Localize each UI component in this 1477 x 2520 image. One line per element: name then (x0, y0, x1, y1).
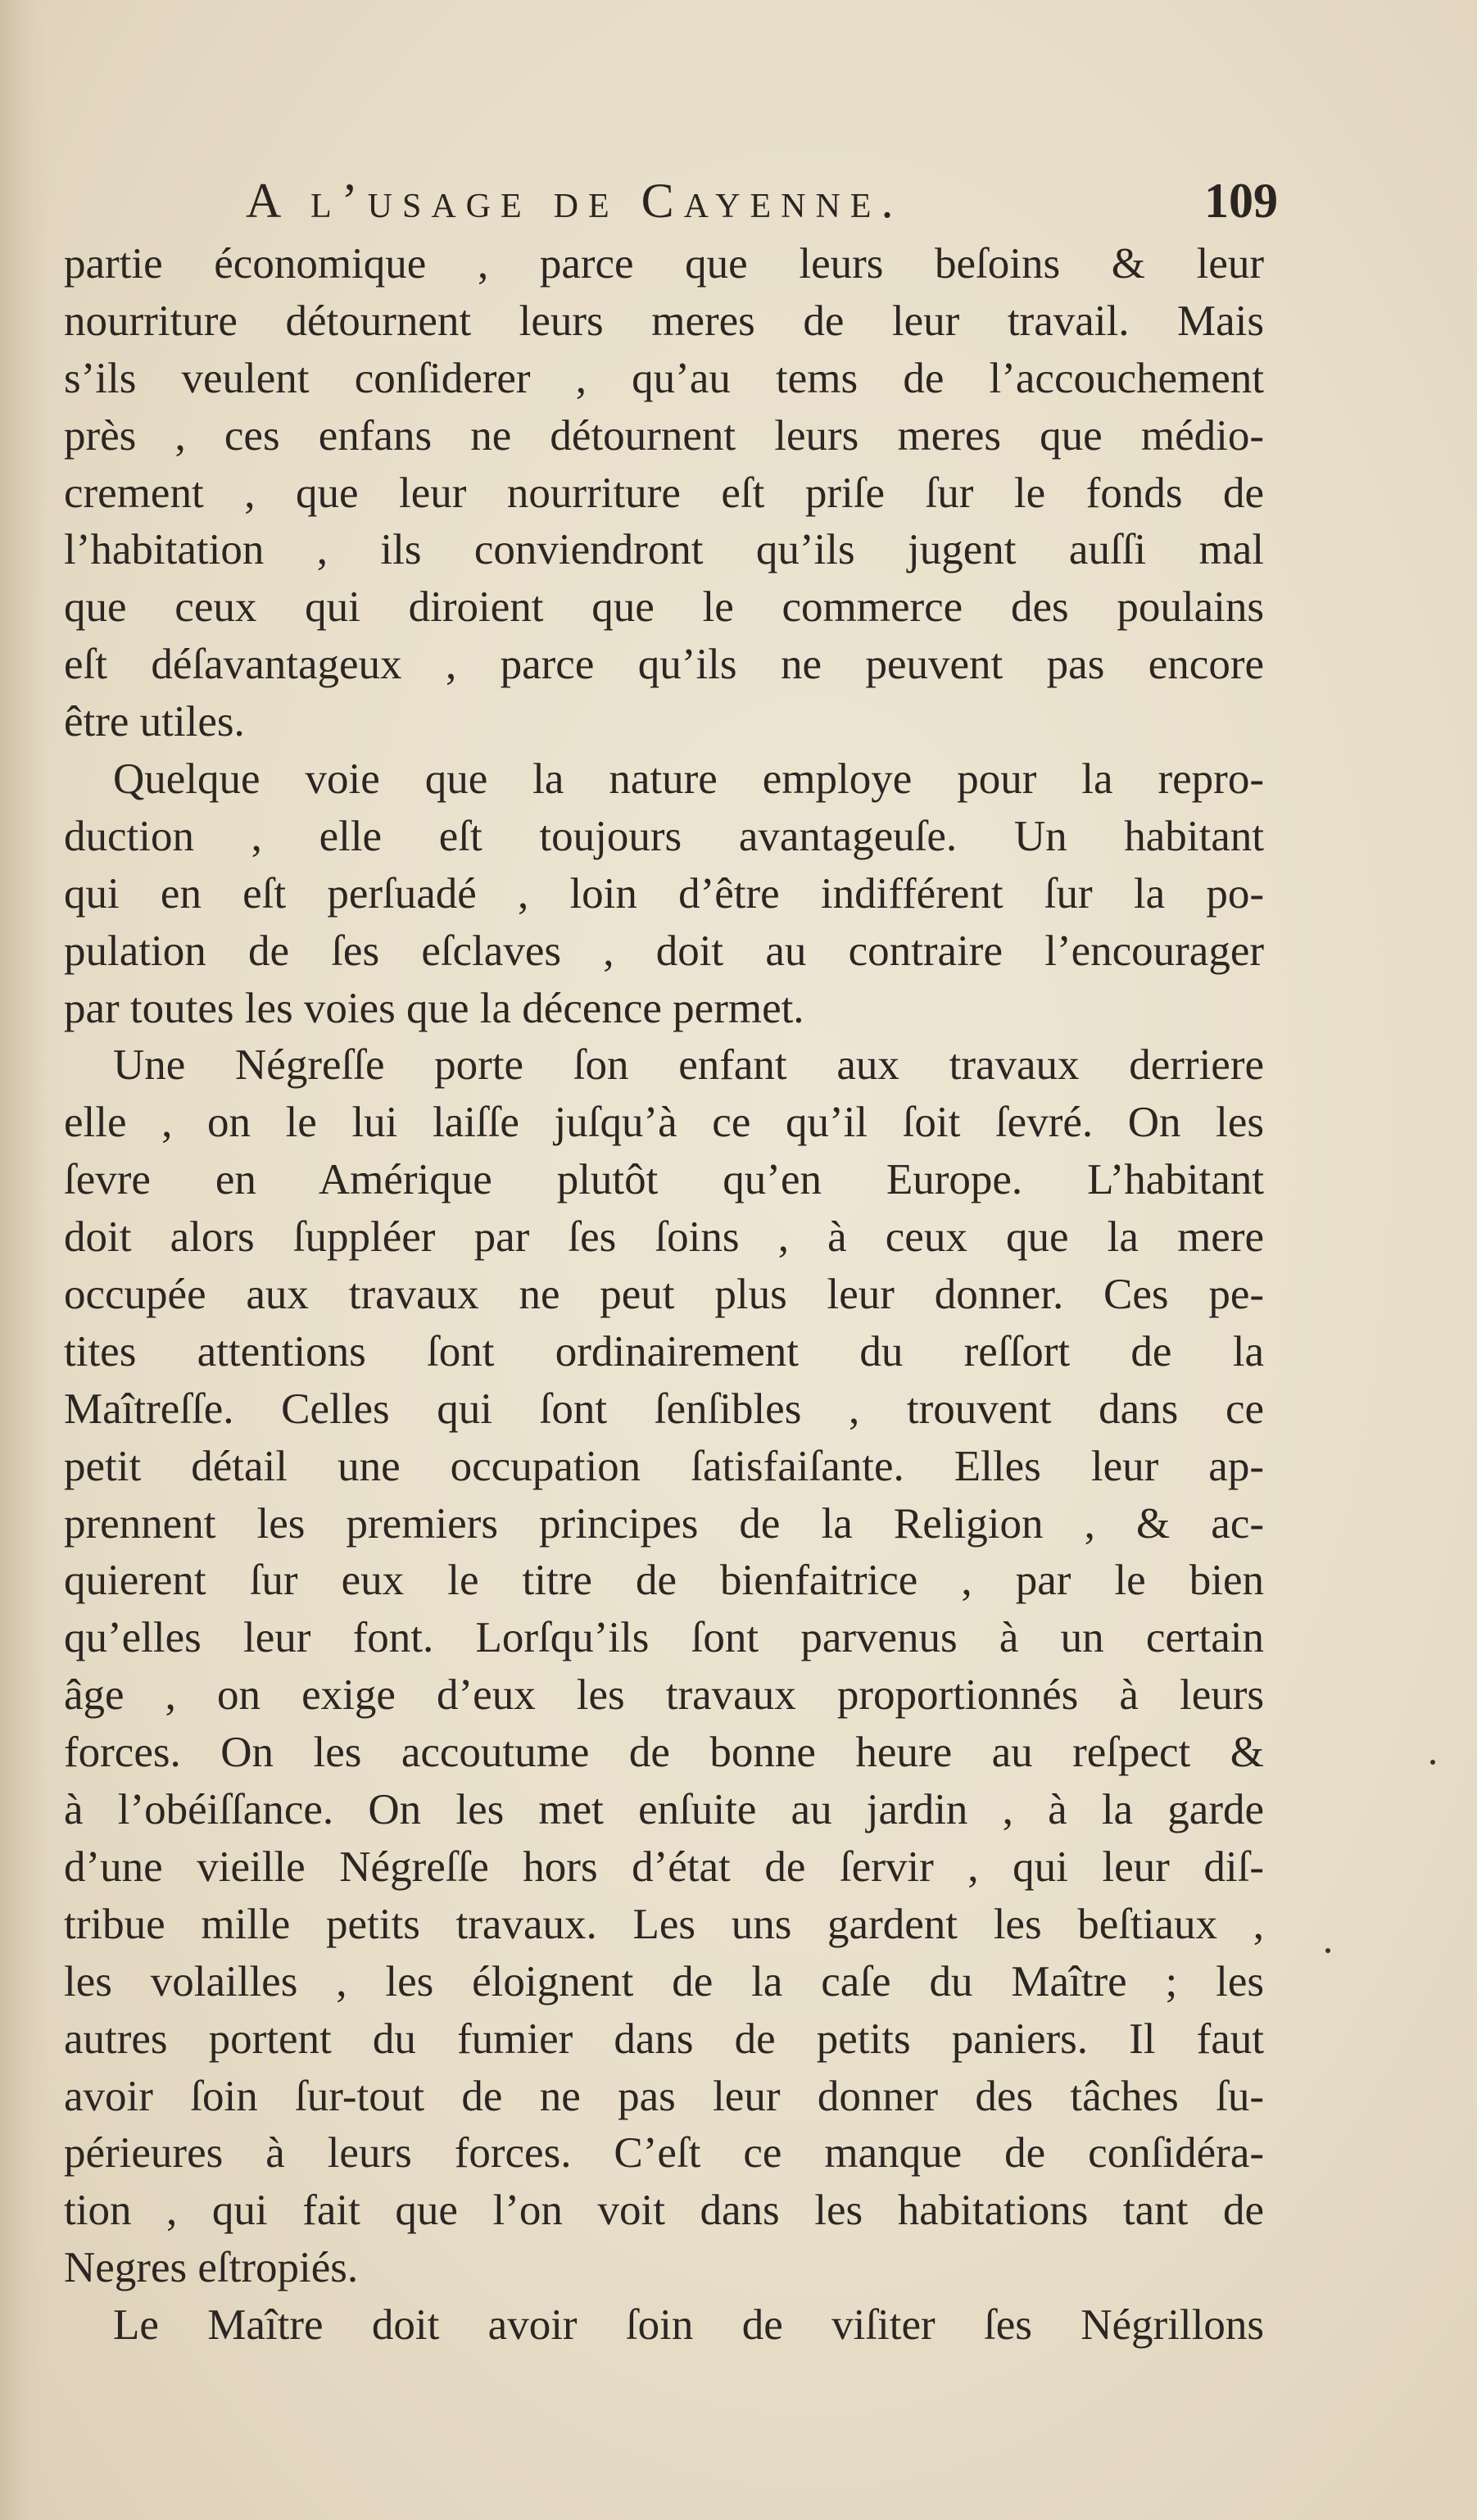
running-title: A l’usage de Cayenne. (246, 174, 904, 228)
text-line: pulation de ſes eſclaves , doit au contraire l’encourager (64, 927, 1264, 975)
text-line: âge , on exige d’eux les travaux proportionnés à leurs (64, 1671, 1264, 1720)
text-line: être utiles. (64, 698, 245, 746)
text-line: elle , on le lui laiſſe juſqu’à ce qu’il ſoit ſevré. On les (64, 1099, 1264, 1147)
text-line: partie économique , parce que leurs beſoins & leur (64, 240, 1264, 288)
text-line: Negres eſtropiés. (64, 2244, 359, 2292)
text-line: qu’elles leur font. Lorſqu’ils ſont parvenus à un certain (64, 1614, 1264, 1662)
paragraph-start-line: Quelque voie que la nature employe pour la repro- (113, 755, 1264, 804)
text-line: duction , elle eſt toujours avantageuſe. Un habitant (64, 812, 1264, 860)
text-line: tribue mille petits travaux. Les uns gardent les beſtiaux , (64, 1900, 1264, 1948)
text-line: d’une vieille Négreſſe hors d’état de ſervir , qui leur diſ- (64, 1842, 1264, 1891)
text-line: crement , que leur nourriture eſt priſe ſur le fonds de (64, 469, 1264, 517)
paragraph-start-line: Le Maître doit avoir ſoin de viſiter ſes Négrillons (113, 2301, 1264, 2350)
page-number: 109 (1204, 174, 1278, 228)
text-line: autres portent du fumier dans de petits paniers. Il faut (64, 2015, 1264, 2063)
text-line: petit détail une occupation ſatisfaiſante. Elles leur ap- (64, 1442, 1264, 1490)
text-line: les volailles , les éloignent de la caſe du Maître ; les (64, 1957, 1264, 2006)
ink-speck (1430, 1760, 1435, 1765)
text-line: que ceux qui diroient que le commerce des poulains (64, 583, 1264, 632)
ink-speck (1325, 1948, 1330, 1953)
text-line: Maîtreſſe. Celles qui ſont ſenſibles , trouvent dans ce (64, 1385, 1264, 1433)
running-header (246, 168, 1278, 233)
text-line: occupée aux travaux ne peut plus leur donner. Ces pe- (64, 1271, 1264, 1319)
paragraph-start-line: Une Négreſſe porte ſon enfant aux travaux derriere (113, 1041, 1264, 1090)
text-line: tion , qui fait que l’on voit dans les habitations tant de (64, 2187, 1264, 2235)
text-line: avoir ſoin ſur-tout de ne pas leur donner des tâches ſu- (64, 2072, 1264, 2120)
text-line: qui en eſt perſuadé , loin d’être indifférent ſur la po- (64, 869, 1264, 918)
text-line: nourriture détournent leurs meres de leur travail. Mais (64, 297, 1264, 345)
text-line: eſt déſavantageux , parce qu’ils ne peuvent pas encore (64, 641, 1264, 689)
text-line: tites attentions ſont ordinairement du reſſort de la (64, 1327, 1264, 1376)
page-gutter-shadow (0, 0, 49, 2520)
text-line: près , ces enfans ne détournent leurs meres que médio- (64, 411, 1264, 460)
text-line: par toutes les voies que la décence permet. (64, 984, 804, 1032)
body-text (64, 236, 1264, 2355)
text-line: prennent les premiers principes de la Religion , & ac- (64, 1499, 1264, 1548)
text-line: l’habitation , ils conviendront qu’ils jugent auſſi mal (64, 526, 1264, 574)
text-line: quierent ſur eux le titre de bienfaitrice , par le bien (64, 1557, 1264, 1605)
text-line: s’ils veulent conſiderer , qu’au tems de l’accouchement (64, 354, 1264, 402)
text-line: doit alors ſuppléer par ſes ſoins , à ceux que la mere (64, 1213, 1264, 1262)
text-line: forces. On les accoutume de bonne heure au reſpect & (64, 1729, 1264, 1777)
text-line: ſevre en Amérique plutôt qu’en Europe. L’habitant (64, 1156, 1264, 1204)
text-line: périeures à leurs forces. C’eſt ce manque de conſidéra- (64, 2129, 1264, 2178)
text-line: à l’obéiſſance. On les met enſuite au jardin , à la garde (64, 1786, 1264, 1834)
